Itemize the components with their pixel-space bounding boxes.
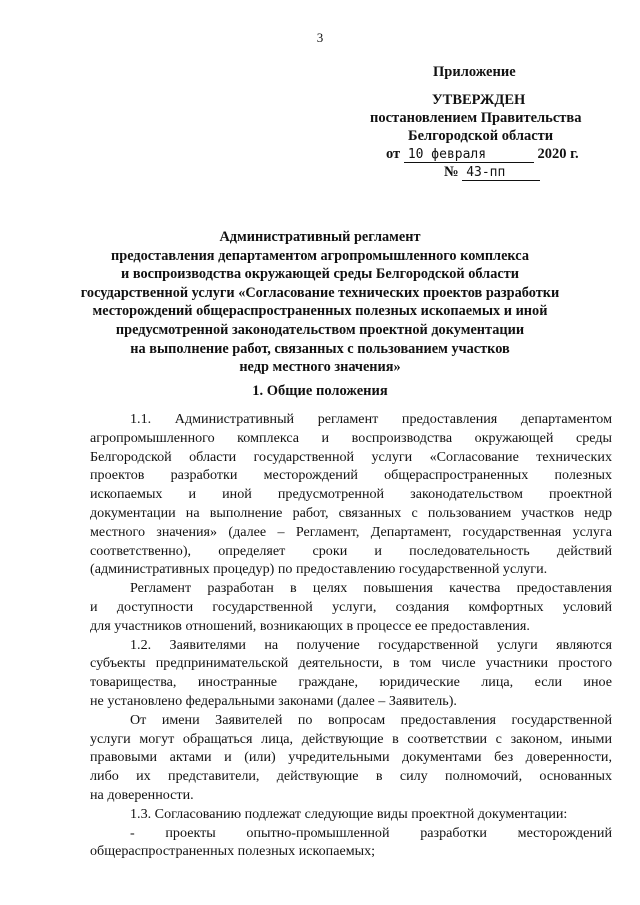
body-line: товарищества, иностранные граждане, юридические лица, если иное <box>90 674 612 691</box>
body-line: услуги могут обращаться лица, действующие в соответствии с законом, иными <box>90 730 612 747</box>
body-line: общераспространенных полезных ископаемых; <box>90 843 376 860</box>
title-line: Административный регламент <box>219 229 421 245</box>
number-prefix: № <box>444 164 459 180</box>
title-line: месторождений общераспространенных полезных ископаемых и иной <box>92 303 548 320</box>
body-line: либо их представители, действующие в силу полномочий, основанных <box>90 768 612 785</box>
approved-label: УТВЕРЖДЕН <box>432 92 526 108</box>
date-handwritten: 10 февраля <box>404 147 534 163</box>
regulation-title <box>60 228 580 377</box>
body-text <box>90 410 612 861</box>
body-line: субъекты предпринимательской деятельности, в том числе участники простого <box>90 655 612 672</box>
title-line: на выполнение работ, связанных с пользованием участков <box>130 340 510 357</box>
body-line: (административных процедур) по предоставлению государственной услуги. <box>90 561 548 578</box>
body-line: От имени Заявителей по вопросам предоставления государственной <box>130 711 612 728</box>
body-line: 1.1. Административный регламент предоставления департаментом <box>130 411 612 427</box>
body-line: местного значения» (далее – Регламент, Департамент, государственная услуга <box>90 523 612 540</box>
title-line: предусмотренной законодательством проектной документации <box>115 321 525 338</box>
body-line: правовыми актами и (или) учредительными документами без доверенности, <box>90 749 612 766</box>
body-line: и доступности государственной услуги, создания комфортных условий <box>90 598 612 615</box>
date-year: 2020 г. <box>537 146 579 162</box>
decree-line-2: Белгородской области <box>408 128 554 144</box>
body-line: - проекты опытно-промышленной разработки месторождений <box>130 824 612 841</box>
body-line: соответственно), определяет сроки и последовательность действий <box>90 542 612 559</box>
number-handwritten: 43-пп <box>462 165 540 181</box>
page-number: 3 <box>316 30 324 45</box>
body-line: 1.2. Заявителями на получение государственной услуги являются <box>130 636 612 653</box>
body-line: проектов разработки месторождений общераспространенных полезных <box>90 467 612 484</box>
body-line: на доверенности. <box>90 786 194 803</box>
section-heading: 1. Общие положения <box>252 383 388 399</box>
appendix-label: Приложение <box>433 64 516 80</box>
title-line: государственной услуги «Согласование технических проектов разработки <box>80 284 560 301</box>
body-line: для участников отношений, возникающих в процессе ее предоставления. <box>90 617 530 634</box>
body-line: не установлено федеральными законами (далее – Заявитель). <box>90 692 457 709</box>
title-line: и воспроизводства окружающей среды Белгородской области <box>121 266 519 283</box>
decree-line-1: постановлением Правительства <box>370 110 582 126</box>
body-line: 1.3. Согласованию подлежат следующие виды проектной документации: <box>130 805 568 822</box>
title-line: недр местного значения» <box>239 359 401 376</box>
decree-number-line <box>444 163 540 181</box>
body-line: агропромышленного комплекса и воспроизводства окружающей среды <box>90 429 612 446</box>
title-line: предоставления департаментом агропромышленного комплекса <box>111 247 529 264</box>
body-line: Белгородской области государственной услуги «Согласование технических <box>90 448 612 465</box>
body-line: ископаемых и иной предусмотренной законодательством проектной <box>90 486 612 503</box>
body-line: Регламент разработан в целях повышения качества предоставления <box>130 580 612 597</box>
date-prefix: от <box>386 146 401 162</box>
decree-date-line <box>386 145 579 163</box>
body-line: документации на выполнение работ, связанных с пользованием участков недр <box>90 504 612 521</box>
